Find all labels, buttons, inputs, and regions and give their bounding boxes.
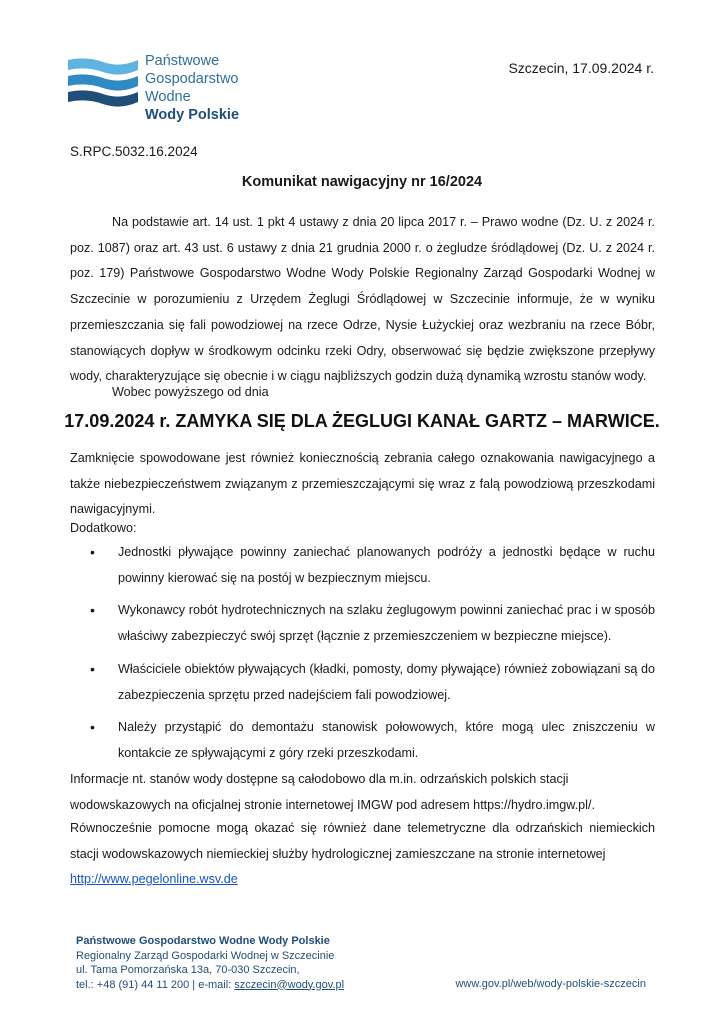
bullet-list xyxy=(70,540,655,774)
reference-number: S.RPC.5032.16.2024 xyxy=(70,144,198,159)
footer-rzgw: Regionalny Zarząd Gospodarki Wodnej w Szczecinie xyxy=(76,949,335,962)
document-title: Komunikat nawigacyjny nr 16/2024 xyxy=(241,174,483,190)
paragraph-imgw-info: Informacje nt. stanów wody dostępne są całodobowo dla m.in. odrzańskich polskich stacji wodowskazowych na oficjalnej stronie internetowej IMGW pod adresem https://hydro.imgw.pl/. xyxy=(70,772,595,812)
place-date: Szczecin, 17.09.2024 r. xyxy=(508,60,654,76)
logo-line-3: Wody Polskie xyxy=(145,107,240,123)
list-item: • Wykonawcy robót hydrotechnicznych na szlaku żeglugowym powinni zaniechać prac i w sposób właściwy zabezpieczyć swój sprzęt (łącznie z przemieszczeniem w bezpieczne miejsce). xyxy=(70,598,655,649)
list-item: • Właściciele obiektów pływających (kładki, pomosty, domy pływające) również zobowiązani są do zabezpieczenia sprzętu przed nadejściem fali powodziowej. xyxy=(70,657,655,708)
logo-text xyxy=(145,52,288,124)
german-info-text: Równocześnie pomocne mogą okazać się również dane telemetryczne dla odrzańskich niemieckich stacji wodowskazowych niemieckiej służby hydrologicznej zamieszczane na stronie internetowej xyxy=(70,821,655,861)
dodatkowo-label: Dodatkowo: xyxy=(70,521,137,535)
footer-website[interactable]: www.gov.pl/web/wody-polskie-szczecin xyxy=(455,978,646,990)
waves-logo-icon xyxy=(68,56,138,112)
footer-contact xyxy=(76,978,344,993)
pegelonline-link[interactable]: http://www.pegelonline.wsv.de xyxy=(70,872,238,887)
list-item: • Jednostki pływające powinny zaniechać planowanych podróży a jednostki będące w ruchu powinny kierować się na postój w bezpiecznym miejscu. xyxy=(70,540,655,591)
logo xyxy=(68,52,288,123)
paragraph-german-info xyxy=(70,816,655,893)
footer-email-link[interactable]: szczecin@wody.gov.pl xyxy=(234,978,345,991)
logo-line-1: Państwowe xyxy=(145,53,220,69)
footer-address xyxy=(76,934,344,992)
list-item: • Należy przystąpić do demontażu stanowisk połowowych, które mogą ulec zniszczeniu w kontakcie ze spływającymi z góry rzeki przeszkodami. xyxy=(70,715,655,766)
wobec-line: Wobec powyższego od dnia xyxy=(112,385,269,399)
footer-phone: tel.: +48 (91) 44 11 200 | e-mail: xyxy=(76,978,235,991)
logo-line-2: Gospodarstwo Wodne xyxy=(145,71,239,105)
paragraph-legal-basis: Na podstawie art. 14 ust. 1 pkt 4 ustawy z dnia 20 lipca 2017 r. – Prawo wodne (Dz. U. z 2024 r. poz. 1087) oraz art. 43 ust. 6 ustawy z dnia 21 grudnia 2000 r. o żegludze śródlądowej (Dz. U. z 2024 r. poz. 179) Państwowe Gospodarstwo Wodne Wody Polskie Regionalny Zarząd Gospodarki Wodnej w Szczecinie w porozumieniu z Urzędem Żeglugi Śródlądowej w Szczecinie informuje, że w wyniku przemieszczania się fali powodziowej na rzece Odrze, Nysie Łużyckiej oraz wezbraniu na rzece Bóbr, stanowiących dopływ w środkowym odcinku rzeki Odry, obserwować się będzie zwiększone przepływy wody, charakteryzujące się obecnie i w ciągu najbliższych godzin dużą dynamiką wzrostu stanów wody. xyxy=(70,215,655,384)
closure-headline: 17.09.2024 r. ZAMYKA SIĘ DLA ŻEGLUGI KANAŁ GARTZ – MARWICE. xyxy=(64,411,660,431)
footer-org-name: Państwowe Gospodarstwo Wodne Wody Polskie xyxy=(76,935,330,947)
paragraph-reason: Zamknięcie spowodowane jest również koniecznością zebrania całego oznakowania nawigacyjnego a także niebezpieczeństwem związanym z przemieszczającymi się wraz z falą powodziową przeszkodami nawigacyjnymi. xyxy=(70,451,655,517)
footer-street: ul. Tama Pomorzańska 13a, 70-030 Szczecin, xyxy=(76,964,300,976)
